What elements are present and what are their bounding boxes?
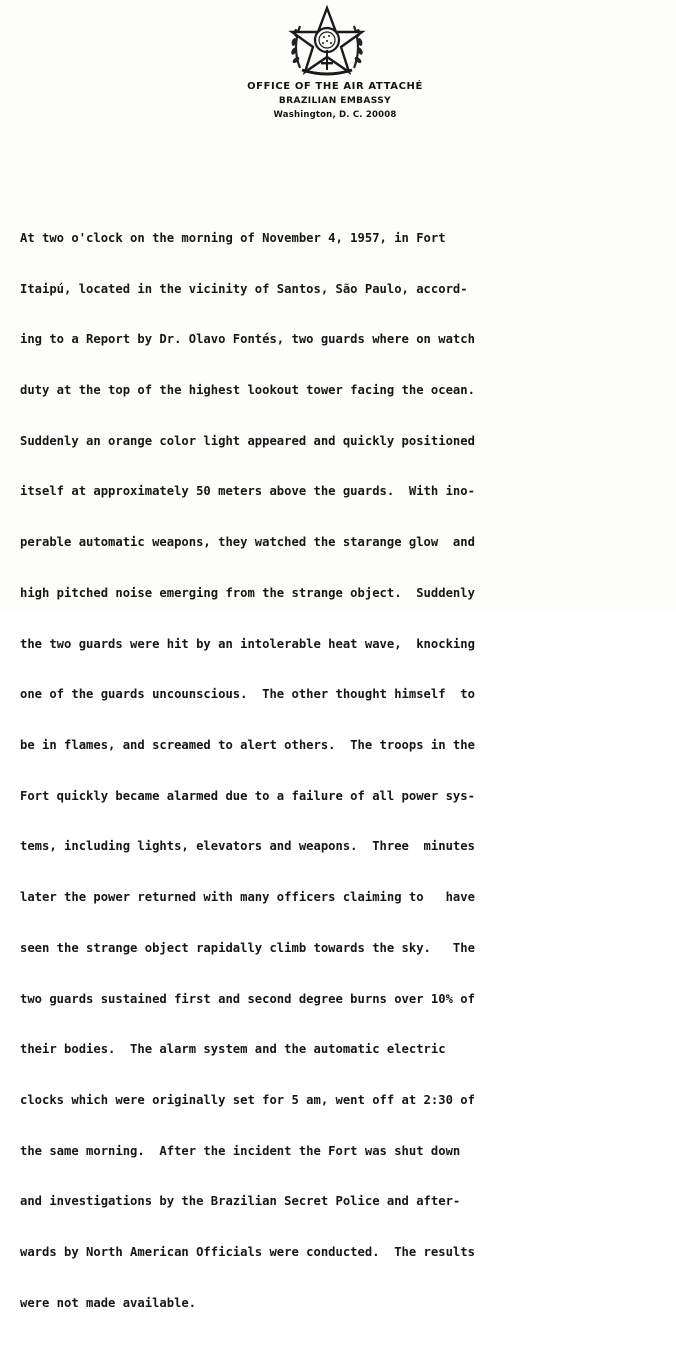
report-body <box>20 196 672 1346</box>
report-line: their bodies. The alarm system and the automatic electric <box>20 1042 446 1057</box>
report-line: the same morning. After the incident the Fort was shut down <box>20 1143 461 1158</box>
report-line: one of the guards uncounscious. The other thought himself to <box>20 687 475 702</box>
report-line: two guards sustained first and second degree burns over 10% of <box>20 991 475 1006</box>
report-line: be in flames, and screamed to alert others. The troops in the <box>20 738 475 752</box>
letterhead <box>190 80 480 122</box>
brazil-coat-of-arms-seal <box>286 4 368 76</box>
report-line: ing to a Report by Dr. Olavo Fontés, two guards where on watch <box>20 332 475 347</box>
report-line: At two o'clock on the morning of November 4, 1957, in Fort <box>20 230 446 245</box>
report-line: clocks which were originally set for 5 am, went off at 2:30 of <box>20 1093 475 1108</box>
report-line: perable automatic weapons, they watched the starange glow and <box>20 535 475 550</box>
office-title: OFFICE OF THE AIR ATTACHÉ <box>247 81 423 92</box>
report-line: the two guards were hit by an intolerable heat wave, knocking <box>20 636 475 651</box>
report-line: duty at the top of the highest lookout tower facing the ocean. <box>20 382 475 397</box>
report-line: Itaipú, located in the vicinity of Santos, São Paulo, accord- <box>20 281 468 296</box>
report-line: were not made available. <box>20 1295 197 1310</box>
report-line: high pitched noise emerging from the strange object. Suddenly <box>20 585 475 600</box>
report-line: seen the strange object rapidally climb towards the sky. The <box>20 940 475 955</box>
report-line: Fort quickly became alarmed due to a failure of all power sys- <box>20 788 475 803</box>
report-line: itself at approximately 50 meters above the guards. With ino- <box>20 484 475 499</box>
embassy-address: Washington, D. C. 20008 <box>273 110 397 120</box>
report-line: and investigations by the Brazilian Secret Police and after- <box>20 1194 461 1209</box>
embassy-name: BRAZILIAN EMBASSY <box>278 96 392 106</box>
report-line: Suddenly an orange color light appeared and quickly positioned <box>20 433 475 448</box>
report-line: later the power returned with many officers claiming to have <box>20 890 475 905</box>
report-line: wards by North American Officials were conducted. The results <box>20 1245 475 1260</box>
report-line: tems, including lights, elevators and weapons. Three minutes <box>20 839 475 854</box>
